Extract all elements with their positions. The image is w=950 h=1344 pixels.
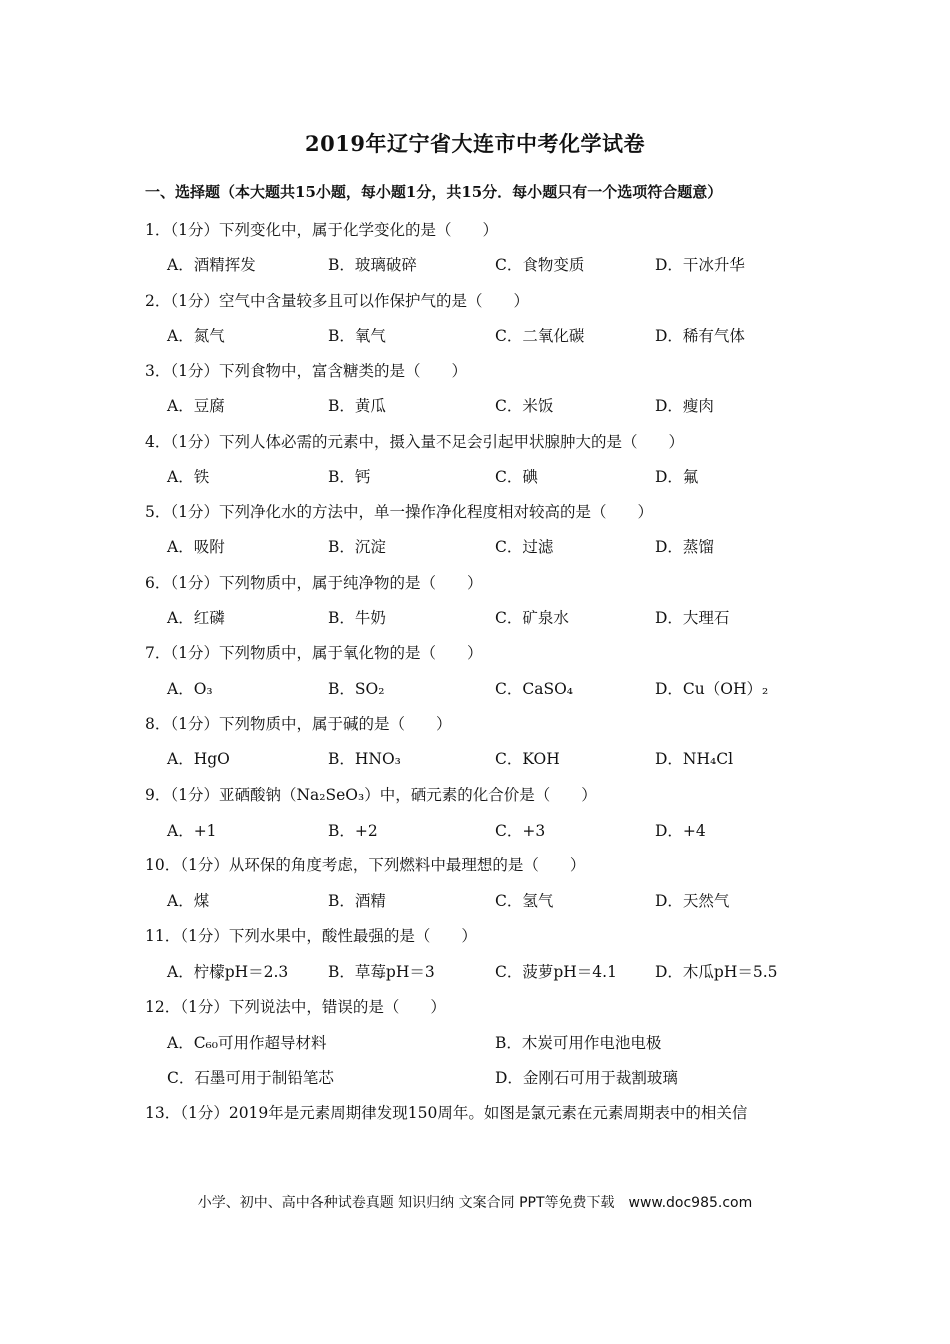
option: C．矿泉水	[495, 609, 569, 627]
option: D．大理石	[655, 609, 730, 627]
question-stem: 7．（1分）下列物质中，属于氧化物的是（ ）	[145, 644, 483, 662]
option: D．瘦肉	[655, 397, 714, 415]
option: D．氟	[655, 468, 699, 486]
option: B．钙	[328, 468, 371, 486]
option: B．氧气	[328, 327, 386, 345]
section-heading: 一、选择题（本大题共15小题，每小题1分，共15分．每小题只有一个选项符合题意）	[145, 183, 723, 201]
option: A．铁	[167, 468, 210, 486]
option: A．吸附	[167, 538, 225, 556]
option: A．HgO	[167, 750, 230, 768]
question-stem: 4．（1分）下列人体必需的元素中，摄入量不足会引起甲状腺肿大的是（ ）	[145, 433, 684, 451]
option: C．+3	[495, 822, 546, 840]
option: B．酒精	[328, 892, 386, 910]
question-stem: 2．（1分）空气中含量较多且可以作保护气的是（ ）	[145, 292, 529, 310]
option: B．牛奶	[328, 609, 386, 627]
option: D．金刚石可用于裁割玻璃	[495, 1069, 678, 1087]
option: B．玻璃破碎	[328, 256, 417, 274]
page-title: 2019年辽宁省大连市中考化学试卷	[305, 131, 645, 156]
question-stem: 6．（1分）下列物质中，属于纯净物的是（ ）	[145, 574, 483, 592]
option: D．稀有气体	[655, 327, 745, 345]
question-stem: 3．（1分）下列食物中，富含糖类的是（ ）	[145, 362, 467, 380]
option: C．食物变质	[495, 256, 585, 274]
option: D．天然气	[655, 892, 730, 910]
option: A．氮气	[167, 327, 225, 345]
option: C．过滤	[495, 538, 554, 556]
option: A．豆腐	[167, 397, 225, 415]
option: B．草莓pH＝3	[328, 963, 435, 981]
option: B．HNO₃	[328, 750, 401, 768]
question-stem: 10．（1分）从环保的角度考虑，下列燃料中最理想的是（ ）	[145, 856, 586, 874]
option: A．煤	[167, 892, 210, 910]
option: A．C₆₀可用作超导材料	[167, 1034, 327, 1052]
option: C．KOH	[495, 750, 560, 768]
option: D．+4	[655, 822, 706, 840]
option: C．米饭	[495, 397, 554, 415]
question-stem: 9．（1分）亚硒酸钠（Na₂SeO₃）中，硒元素的化合价是（ ）	[145, 786, 597, 804]
option: C．石墨可用于制铅笔芯	[167, 1069, 334, 1087]
question-stem: 13．（1分）2019年是元素周期律发现150周年。如图是氯元素在元素周期表中的相关信	[145, 1104, 748, 1122]
option: B．沉淀	[328, 538, 386, 556]
option: A．酒精挥发	[167, 256, 256, 274]
option: A．O₃	[167, 680, 213, 698]
option: C．菠萝pH＝4.1	[495, 963, 617, 981]
option: D．蒸馏	[655, 538, 714, 556]
option: C．碘	[495, 468, 538, 486]
question-stem: 11．（1分）下列水果中，酸性最强的是（ ）	[145, 927, 477, 945]
option: A．红磷	[167, 609, 225, 627]
option: A．柠檬pH＝2.3	[167, 963, 289, 981]
option: A．+1	[167, 822, 217, 840]
question-stem: 8．（1分）下列物质中，属于碱的是（ ）	[145, 715, 452, 733]
option: D．NH₄Cl	[655, 750, 734, 768]
option: B．黄瓜	[328, 397, 386, 415]
option: B．+2	[328, 822, 378, 840]
question-stem: 1．（1分）下列变化中，属于化学变化的是（ ）	[145, 221, 498, 239]
footer-text: 小学、初中、高中各种试卷真题 知识归纳 文案合同 PPT等免费下载 www.doc985.com	[197, 1195, 753, 1211]
option: B．SO₂	[328, 680, 385, 698]
option: C．氢气	[495, 892, 554, 910]
question-stem: 5．（1分）下列净化水的方法中，单一操作净化程度相对较高的是（ ）	[145, 503, 653, 521]
option: D．干冰升华	[655, 256, 745, 274]
option: C．CaSO₄	[495, 680, 573, 698]
question-stem: 12．（1分）下列说法中，错误的是（ ）	[145, 998, 446, 1016]
option: D．Cu（OH）₂	[655, 680, 769, 698]
option: B．木炭可用作电池电极	[495, 1034, 662, 1052]
option: D．木瓜pH＝5.5	[655, 963, 778, 981]
option: C．二氧化碳	[495, 327, 585, 345]
